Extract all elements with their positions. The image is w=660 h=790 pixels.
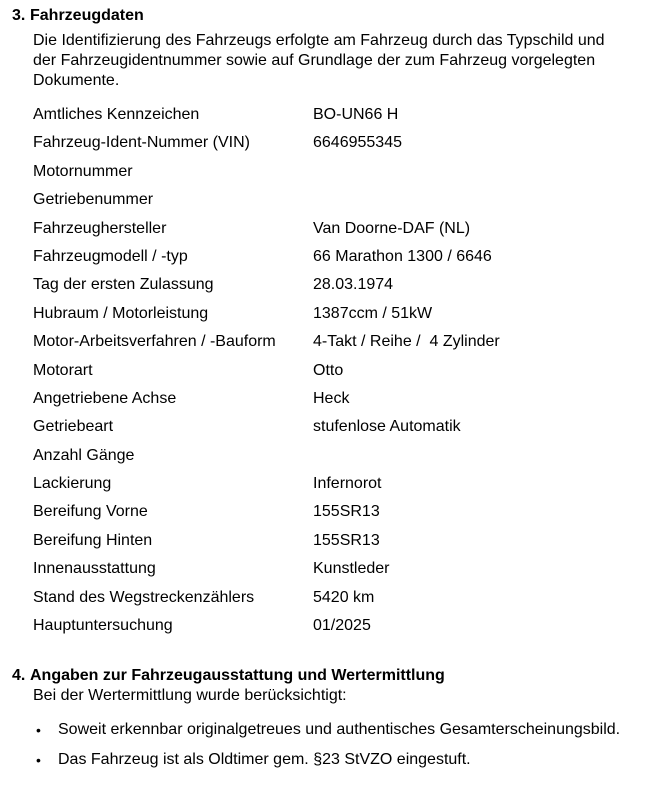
field-value: 4-Takt / Reihe / 4 Zylinder — [313, 333, 500, 351]
bullet-item — [33, 720, 658, 740]
field-label: Fahrzeughersteller — [33, 219, 167, 237]
table-row-arbeitsverfahren — [33, 328, 658, 356]
wertermittlung-bullet-list — [33, 720, 658, 770]
table-row-kennzeichen — [33, 101, 658, 129]
field-value: 155SR13 — [313, 531, 380, 549]
field-label: Getriebeart — [33, 418, 114, 436]
field-value: 66 Marathon 1300 / 6646 — [313, 247, 492, 265]
vehicle-data-table — [33, 101, 658, 640]
table-row-gaenge — [33, 442, 658, 470]
field-label: Bereifung Vorne — [33, 503, 148, 521]
field-label: Fahrzeugmodell / -typ — [33, 247, 188, 265]
table-row-modell — [33, 243, 658, 271]
section-3-number: 3. — [12, 7, 26, 24]
bullet-marker: • — [36, 752, 41, 769]
table-row-wegstreckenzaehler — [33, 584, 658, 612]
field-value: Van Doorne-DAF (NL) — [313, 219, 471, 237]
wertermittlung-lead: Bei der Wertermittlung wurde berücksichtigt: — [33, 687, 347, 705]
section-3-heading — [12, 6, 658, 26]
field-label: Motornummer — [33, 162, 133, 180]
table-row-bereifung-vorne — [33, 498, 658, 526]
field-label: Lackierung — [33, 475, 112, 493]
field-value: stufenlose Automatik — [313, 418, 461, 436]
field-value: BO-UN66 H — [313, 106, 399, 123]
table-row-achse — [33, 385, 658, 413]
table-row-zulassung — [33, 271, 658, 299]
field-value: 28.03.1974 — [313, 276, 394, 294]
table-row-bereifung-hinten — [33, 527, 658, 555]
table-row-vin — [33, 129, 658, 157]
section-4-title: Angaben zur Fahrzeugausstattung und Wertermittlung — [30, 667, 445, 685]
bullet-text: Das Fahrzeug ist als Oldtimer gem. §23 StVZO eingestuft. — [58, 751, 471, 769]
table-row-lackierung — [33, 470, 658, 498]
field-label: Motor-Arbeitsverfahren / -Bauform — [33, 333, 276, 351]
table-row-motornummer — [33, 158, 658, 186]
section-3-title: Fahrzeugdaten — [30, 7, 144, 24]
field-label: Anzahl Gänge — [33, 446, 135, 464]
field-value: 6646955345 — [313, 134, 402, 152]
table-row-motorart — [33, 357, 658, 385]
section-4-heading — [12, 666, 658, 686]
section-4-number: 4. — [12, 667, 26, 685]
field-label: Innenausstattung — [33, 560, 156, 578]
table-row-innenausstattung — [33, 555, 658, 583]
section-wertermittlung — [12, 666, 658, 770]
field-value: 01/2025 — [313, 617, 371, 635]
field-label: Stand des Wegstreckenzählers — [33, 588, 255, 606]
section-fahrzeugdaten — [12, 6, 658, 640]
field-label: Hauptuntersuchung — [33, 617, 173, 635]
field-value: Otto — [313, 361, 344, 379]
table-row-getriebenummer — [33, 186, 658, 214]
field-label: Fahrzeug-Ident-Nummer (VIN) — [33, 134, 250, 152]
field-label: Amtliches Kennzeichen — [33, 106, 200, 123]
table-row-hauptuntersuchung — [33, 612, 658, 640]
field-value: Heck — [313, 389, 350, 407]
bullet-text: Soweit erkennbar originalgetreues und authentisches Gesamterscheinungsbild. — [58, 721, 621, 739]
field-value: Kunstleder — [313, 560, 390, 578]
field-label: Bereifung Hinten — [33, 531, 153, 549]
field-label: Hubraum / Motorleistung — [33, 304, 209, 322]
bullet-marker: • — [36, 722, 41, 739]
field-value: 1387ccm / 51kW — [313, 304, 433, 322]
field-label: Tag der ersten Zulassung — [33, 276, 214, 294]
field-value: 5420 km — [313, 588, 375, 606]
table-row-getriebeart — [33, 413, 658, 441]
field-value: Infernorot — [313, 475, 382, 493]
paragraph-line: Dokumente. — [33, 72, 120, 89]
identification-paragraph — [33, 31, 658, 91]
field-label: Motorart — [33, 361, 93, 379]
field-label: Getriebenummer — [33, 191, 154, 209]
field-value: 155SR13 — [313, 503, 380, 521]
paragraph-line: der Fahrzeugidentnummer sowie auf Grundlage der zum Fahrzeug vorgelegten — [33, 52, 596, 69]
field-label: Angetriebene Achse — [33, 389, 177, 407]
paragraph-line: Die Identifizierung des Fahrzeugs erfolgte am Fahrzeug durch das Typschild und — [33, 32, 605, 49]
bullet-item — [33, 750, 658, 770]
table-row-hubraum — [33, 300, 658, 328]
table-row-hersteller — [33, 215, 658, 243]
